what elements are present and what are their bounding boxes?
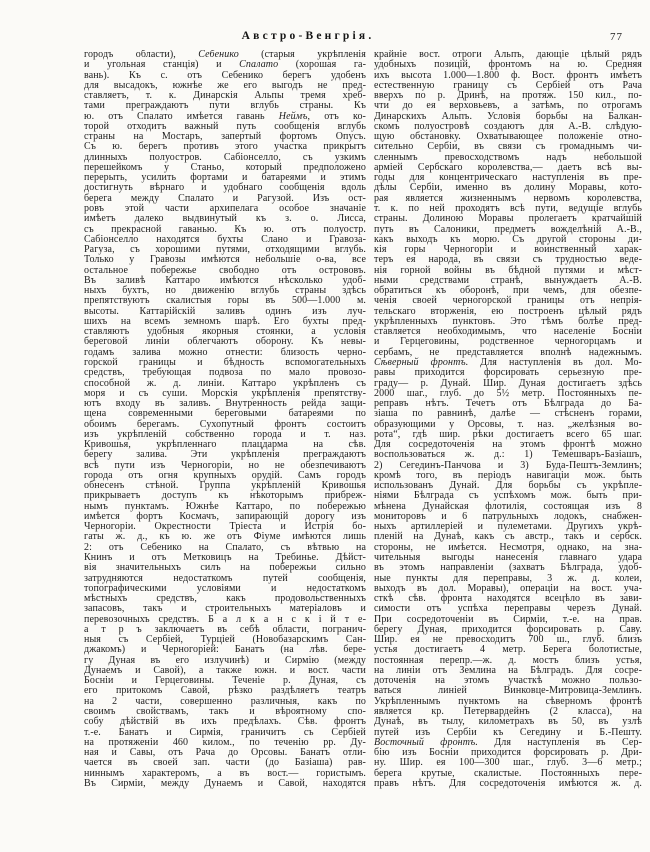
text-line: а т р ъ заключаетъ въ себѣ области, погранич- <box>84 623 366 635</box>
text-line: съ прекрасной гаванью. Къ ю. отъ полуостр. <box>84 223 366 235</box>
text-line: городъ области), Себенико (старыя укрѣпленія <box>84 50 366 60</box>
text-line: имѣется фортъ Космачъ, запирающій дорогу изъ <box>84 510 366 522</box>
text-line: ставляется необходимымъ, что населеніе Босніи <box>374 326 642 338</box>
text-line: всѣ пути изъ Черногоріи, но не обезпечиваютъ <box>84 459 366 471</box>
text-line: правъ нѣтъ. Для сосредоточенія имѣются ж. д. <box>374 777 642 789</box>
text-line: 2: отъ Себенико на Спалато, съ вѣтвью на <box>84 541 366 553</box>
text-line: Дунаемъ и Савой), а также южн. и вост. части <box>84 664 366 676</box>
text-line: устья достигаетъ 4 метр. Берега болотистые, <box>374 644 642 656</box>
text-line: вверхъ по р. Дринѣ, на протяж. 150 кил., по- <box>374 90 642 102</box>
text-line: Въ заливѣ Каттаро имѣются нѣсколько удоб- <box>84 274 366 286</box>
text-line: для высадокъ, южнѣе же его выгодъ не пред- <box>84 79 366 91</box>
text-line: способной ж. д. линіи. Каттаро укрѣпленъ съ <box>84 377 366 389</box>
text-line: высоты. Каттарійскій заливъ одинъ изъ луч- <box>84 305 366 317</box>
text-line: собу дѣйствій въ ихъ предѣлахъ. Сѣв. фронтъ <box>84 716 366 728</box>
text-line: препятствуютъ скалистыя горы въ 500—1.000 м. <box>84 295 366 307</box>
text-line: Сѣверный фронтъ. Для наступленія въ дол. Мо- <box>374 356 642 368</box>
text-line: города отъ огня крупныхъ орудій. Самъ городъ <box>84 469 366 481</box>
text-line: нымъ пунктамъ. Южнѣе Каттаро, по побережью <box>84 500 366 512</box>
text-line: обратиться къ оборонѣ, при чемъ, для обезпе- <box>374 285 642 297</box>
text-line: Рагуза, съ хорошими путями, отходящими вглубь. <box>84 244 366 256</box>
text-line: прикрываетъ доступъ къ нѣкоторымъ прибреж- <box>84 490 366 502</box>
text-line: своимъ свойствамъ, такъ и вѣроятному спо- <box>84 706 366 717</box>
text-line: кромѣ того, въ періодъ навигаціи мож. быть <box>374 469 642 481</box>
text-line: ченія своей черногорской границы отъ непрія- <box>374 295 642 307</box>
text-line: мѣстныхъ средствъ, какъ продовольственныхъ <box>84 593 366 605</box>
text-line: въ этомъ направленіи (захватъ Бѣлграда, удоб- <box>374 562 642 574</box>
text-line: ные пункты для переправы, 3 ж. д. колеи, <box>374 572 642 584</box>
text-line: путей изъ Сербіи къ Сегедину и Б.-Пешту. <box>374 726 642 738</box>
text-line: ну. Шир. ея 100—300 шаг., глуб. 3—6 метр.; <box>374 757 642 769</box>
text-line: пленій на Дунаѣ, какъ съ австр., такъ и сербск. <box>374 531 642 543</box>
text-line: выходъ въ дол. Моравы), операціи на вост. уча- <box>374 582 642 594</box>
text-line: путь въ Салоники, предметъ вожделѣній А.-В., <box>374 223 642 235</box>
text-line: и Герцеговины, родственное черногорцамъ и <box>374 336 642 348</box>
text-line: запасовъ, такъ и строительныхъ матеріаловъ и <box>84 603 366 615</box>
text-line: Книнъ и отъ Метковицъ на Требинье. Дѣйст- <box>84 552 366 564</box>
text-line: ныхъ артиллеріей и пулеметами. Другихъ укрѣ- <box>374 521 642 533</box>
text-line: сленнымъ превосходствомъ надъ небольшой <box>374 151 642 163</box>
text-line: берега крутые, скалистые. Постоянныхъ пере- <box>374 767 642 779</box>
text-line: Только у Гравозы имѣются небольшіе о-ва, все <box>84 254 366 266</box>
text-line: длинныхъ полуостров. Сабіонселло, съ узкимъ <box>84 151 366 163</box>
text-line: ваться линіей Винковце-Митровица-Землинъ. <box>374 685 642 697</box>
text-line: страны. Долиною Моравы пролегаетъ кратчайшій <box>374 213 642 225</box>
text-column-left <box>84 50 366 789</box>
text-line: Укрѣпленнымъ пунктомъ на сѣверномъ фронтѣ <box>374 695 642 707</box>
text-line: Черногоріи. Окрестности Тріеста и Истрія бо- <box>84 521 366 533</box>
text-line: Кривошья, укрѣпленнаго плацдарма на сѣв. <box>84 439 366 451</box>
text-line: Дунаѣ, въ тылу, километрахъ въ 50, въ узлѣ <box>374 716 642 728</box>
text-line: рая является жизненнымъ нервомъ королевства, <box>374 192 642 204</box>
text-line: укрѣпленныхъ пунктовъ. Это тѣмъ болѣе пред- <box>374 315 642 327</box>
text-line: равы приходится форсировать серьезную пре- <box>374 367 642 379</box>
text-line: джакомъ) и Черногоріей: Банатъ (на лѣв. бере- <box>84 644 366 656</box>
text-line: вія значительныхъ силъ на побережьи сильно <box>84 562 366 574</box>
text-line: симости отъ успѣха переправы черезъ Дунай. <box>374 603 642 615</box>
text-line: берега между Спалато и Рагузой. Изъ ост- <box>84 192 366 204</box>
text-line: т. к. по ней проходятъ всѣ пути, ведущіе вглубь <box>374 202 642 214</box>
text-line: достигнуть вѣрнаго и удобнаго сообщенія вдоль <box>84 182 366 194</box>
text-line: торой отходитъ важный путь сообщенія вглубь <box>84 120 366 132</box>
text-line: ютъ входу въ заливъ. Внутренность рейда защи- <box>84 398 366 410</box>
text-block <box>84 50 642 789</box>
text-line: затрудняются недостаткомъ путей сообщенія, <box>84 572 366 584</box>
text-line: какъ выходъ къ морю. Съ другой стороны ди- <box>374 233 642 245</box>
text-line: тами преграждаютъ пути вглубь страны. Къ <box>84 100 366 112</box>
text-line: береговой линіи облегчаютъ оборону. Къ невы- <box>84 336 366 348</box>
text-line: вань). Къ с. отъ Себенико берегъ удобенъ <box>84 69 366 81</box>
text-line: ныя съ Сербіей, Турціей (Новобазарскимъ Сан- <box>84 634 366 646</box>
text-line: 2000 шаг., глуб. до 5½ метр. Постоянныхъ пе- <box>374 387 642 399</box>
text-line: чительныя выгоды нанесенія главнаго удара <box>374 552 642 564</box>
text-line: щую обстановку. Охватывающее положеніе отно- <box>374 131 642 143</box>
text-line: перешейкомъ у Станьо, который предположено <box>84 161 366 173</box>
text-line: Въ Сирміи, между Дунаемъ и Савой, находятся <box>84 777 366 789</box>
text-line: граду— р. Дунай. Шир. Дуная достигаетъ здѣсь <box>374 377 642 389</box>
text-line: годамъ залива можно отнести: близость черно- <box>84 346 366 358</box>
text-line: годы для концентрическаго наступленія въ пре- <box>374 172 642 184</box>
text-line: моря и съ суши. Морскія укрѣпленія препятству- <box>84 387 366 399</box>
text-line: горской границы и бѣдность вспомогательныхъ <box>84 356 366 368</box>
text-line: чается въ своей зап. части (до Базіаша) рав- <box>84 757 366 769</box>
text-line: сительно Сербіи, въ связи съ громаднымъ чи- <box>374 141 642 153</box>
text-line: берегу залива. Эти укрѣпленія преграждаютъ <box>84 449 366 461</box>
text-line: использованъ Дунай. Для борьбы съ укрѣпле- <box>374 480 642 492</box>
text-line: ставляетъ, т. к. Динарскія Альпы тремя хреб- <box>84 90 366 102</box>
text-line: Динарскихъ Альпъ. Условія борьбы на Балкан- <box>374 110 642 122</box>
text-line: т.-е. Банатъ и Сирмія, граничитъ съ Сербіей <box>84 726 366 738</box>
text-line: крайніе вост. отроги Альпъ, дающіе цѣлый рядъ <box>374 50 642 60</box>
text-line: Сабіонселло находятся бухты Слано и Гравоза- <box>84 233 366 245</box>
text-line: рота“, гдѣ шир. рѣки достигаетъ всего 65 шаг. <box>374 428 642 440</box>
text-line: Шир. ея не превосходитъ 700 ш., глуб. близъ <box>374 634 642 646</box>
text-line: ными средствами странѣ, вынуждаетъ А.-В. <box>374 274 642 286</box>
text-line: ихъ высота 1.000—1.800 ф. Вост. фронтъ имѣетъ <box>374 69 642 81</box>
text-line: скомъ полуостровѣ создаютъ для А.-В. слѣдую- <box>374 120 642 132</box>
text-line: перевозочныхъ средствъ. Б а л к а н с к і й т е- <box>84 613 366 625</box>
text-line: на 2 части, совершенно различныя, какъ по <box>84 695 366 707</box>
text-line: теръ ея народа, въ связи съ трудностью веде- <box>374 254 642 266</box>
text-line: средствъ, требующая подвоза по мало провозо- <box>84 367 366 379</box>
text-line: ніями Бѣлграда съ успѣхомъ мож. быть при- <box>374 490 642 502</box>
text-line: страны на Мостаръ, запертый фортомъ Опусъ. <box>84 131 366 143</box>
text-line: сербамъ, не представляется вполнѣ надежнымъ. <box>374 346 642 358</box>
text-line: ю. отъ Спалато имѣется гавань Неймъ, отъ ко- <box>84 110 366 122</box>
text-line: обнесенъ стѣной. Группа укрѣпленій Кривошья <box>84 480 366 492</box>
text-line: постоянная перепр.—ж. д. мостъ близъ устья, <box>374 654 642 666</box>
text-line: Съ ю. берегъ противъ этого участка прикрытъ <box>84 141 366 153</box>
text-line: тельскаго вторженія, ею построенъ цѣлый рядъ <box>374 305 642 317</box>
text-line: ная и Савы, отъ Рача до Орсовы. Банатъ отли- <box>84 747 366 759</box>
text-line: на протяженіи 460 килом., по теченію рр. Ду- <box>84 736 366 748</box>
page-number: 77 <box>610 31 623 43</box>
text-line: ныхъ бухтъ, но движенію вглубь страны здѣсь <box>84 285 366 297</box>
text-line: доточенія на этомъ участкѣ можно пользо- <box>374 675 642 687</box>
text-line: является кр. Петервардейнъ (2 класса), на <box>374 706 642 717</box>
text-line: воспользоваться ж. д.: 1) Темешваръ-Базіашъ, <box>374 449 642 461</box>
text-line: дѣлы Сербіи, именно въ долину Моравы, кото- <box>374 182 642 194</box>
text-line: реправъ нѣтъ. Течетъ отъ Бѣлграда до Ба- <box>374 398 642 410</box>
text-line: на линіи отъ Землина на Бѣлградъ. Для сосре- <box>374 664 642 676</box>
text-line: бію изъ Босніи приходится форсировать р. Дри- <box>374 747 642 759</box>
text-line: его притокомъ Савой, рѣзко раздѣляетъ театръ <box>84 685 366 697</box>
text-line: ниннымъ характеромъ, а въ вост.— гористымъ. <box>84 767 366 779</box>
text-line: перерыть, усилить фортами и батареями и этимъ <box>84 172 366 184</box>
text-line: ровъ этой части архипелага особое значаніе <box>84 202 366 214</box>
text-line: и угольная станція) и Спалато (хорошая га- <box>84 59 366 71</box>
text-line: обоимъ берегамъ. Сухопутный фронтъ состоитъ <box>84 418 366 430</box>
text-line: естественную границу съ Сербіей отъ Рача <box>374 79 642 91</box>
text-line: 2) Сегединъ-Панчова и 3) Буда-Пештъ-Землинъ; <box>374 459 642 471</box>
text-line: Для сосредоточенія на этомъ фронтѣ можно <box>374 439 642 451</box>
text-line: мониторовъ и 6 патрульныхъ лодокъ, снабжен- <box>374 510 642 522</box>
text-line: сткѣ сѣв. фронта находятся всецѣло въ зави- <box>374 593 642 605</box>
text-line: шихъ на всемъ земномъ шарѣ. Его бухты пред- <box>84 315 366 327</box>
text-line: берегу Дуная, приходится форсировать р. Саву. <box>374 623 642 635</box>
text-line: гаты ж. д., къ ю. же отъ Фіуме имѣются лишь <box>84 531 366 543</box>
text-line: чти до ея верховьевъ, а затѣмъ, по отрогамъ <box>374 100 642 112</box>
text-line: стороны, не имѣется. Несмотря, однако, на зна- <box>374 541 642 553</box>
text-line: образующими у Орсовы, т. наз. „желѣзныя во- <box>374 418 642 430</box>
text-line: изъ укрѣпленій собственно города и т. наз. <box>84 428 366 440</box>
text-column-right <box>374 50 642 789</box>
text-line: остальное побережье свободно отъ острововъ. <box>84 264 366 276</box>
text-line: Восточный фронтъ. Для наступленія въ Сер- <box>374 736 642 748</box>
text-line: зіаша по равнинѣ, далѣе — стѣсненъ горами, <box>374 408 642 420</box>
text-line: ставляютъ удобныя якорныя стоянки, а условія <box>84 326 366 338</box>
text-line: кія горы Черногоріи и воинственный харак- <box>374 244 642 256</box>
text-line: щена современными береговыми батареями по <box>84 408 366 420</box>
text-line: При сосредоточеніи въ Сирміи, т.-е. на прав. <box>374 613 642 625</box>
page-title: Австро-Венгрія. <box>241 30 375 42</box>
text-line: имѣетъ далеко выдвинутый къ з. о. Лисса, <box>84 213 366 225</box>
text-line: удобныхъ позицій, фронтомъ на ю. Средняя <box>374 59 642 71</box>
text-line: нія горной войны въ бѣдной путями и мѣст- <box>374 264 642 276</box>
text-line: арміей Сербскаго королевства,— даетъ всѣ вы- <box>374 161 642 173</box>
text-line: мѣнена Дунайская флотилія, состоящая изъ 8 <box>374 500 642 512</box>
text-line: Босніи и Герцеговины. Теченіе р. Дуная, съ <box>84 675 366 687</box>
text-line: топографическими условіями и недостаткомъ <box>84 582 366 594</box>
text-line: гу Дуная въ его излучинѣ) и Сирмію (между <box>84 654 366 666</box>
